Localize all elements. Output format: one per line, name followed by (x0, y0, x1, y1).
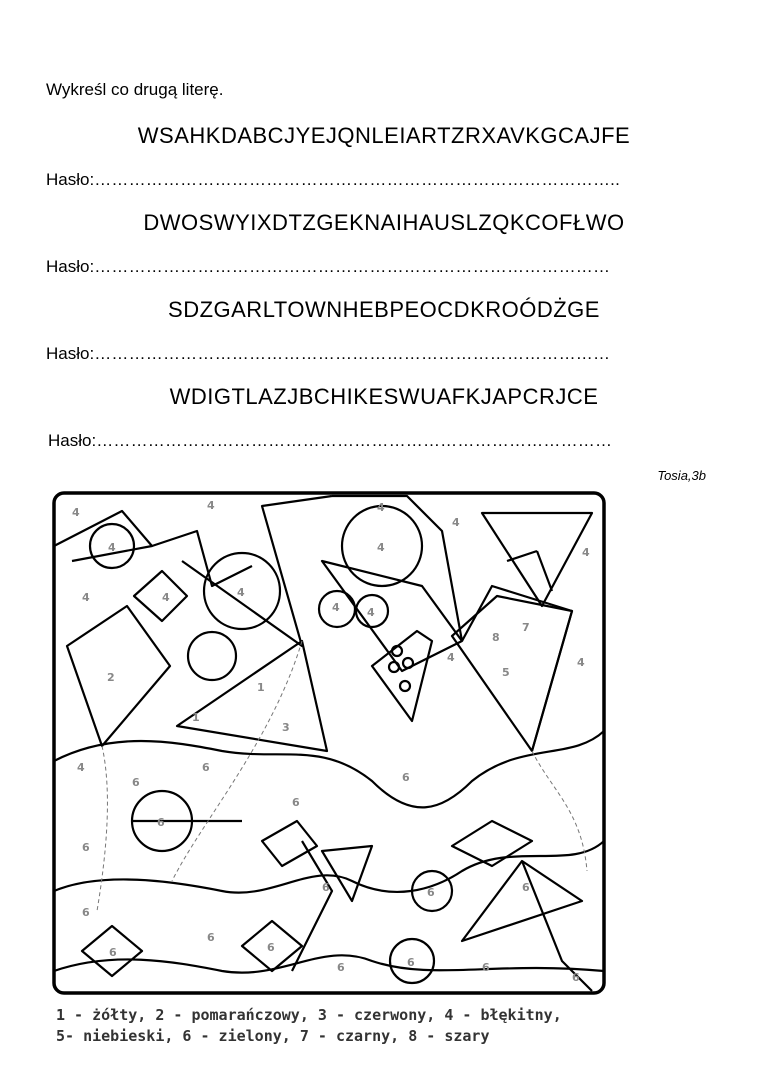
answer-dots: ……………………………………………………………………………… (94, 257, 611, 276)
circle-shape (400, 681, 410, 691)
author-signature: Tosia,3b (657, 468, 706, 483)
number-label: 6 (522, 881, 530, 894)
number-label: 6 (109, 946, 117, 959)
diamond-shape (262, 821, 317, 866)
answer-line-4 (48, 431, 612, 451)
number-label: 4 (72, 506, 80, 519)
shape (462, 861, 582, 941)
answer-dots: ……………………………………………………………………………… (96, 431, 613, 450)
shape (182, 496, 332, 646)
number-label: 4 (77, 761, 85, 774)
number-label: 4 (582, 546, 590, 559)
number-label: 6 (427, 886, 435, 899)
number-label: 6 (482, 961, 490, 974)
number-label: 6 (572, 971, 580, 984)
kite-shape (177, 641, 327, 751)
number-label: 4 (237, 586, 245, 599)
kite-tail (172, 641, 302, 881)
number-label: 6 (402, 771, 410, 784)
line (507, 551, 537, 561)
number-label: 6 (337, 961, 345, 974)
instruction-text: Wykreśl co drugą literę. (46, 80, 224, 99)
letter-puzzle-4: WDIGTLAZJBCHIKESWUAFKJAPCRJCE (169, 384, 599, 409)
circle-shape (389, 662, 399, 672)
circle-shape (403, 658, 413, 668)
kite-shape (67, 606, 170, 746)
color-legend-line-2: 5- niebieski, 6 - zielony, 7 - czarny, 8 - szary (56, 1027, 490, 1045)
kite-tail (97, 746, 107, 911)
shape (54, 511, 152, 561)
kite-shape (452, 596, 572, 751)
number-label: 4 (377, 501, 385, 514)
number-label: 1 (257, 681, 265, 694)
number-label: 3 (282, 721, 290, 734)
wave-line (54, 731, 604, 807)
number-label: 7 (522, 621, 530, 634)
kite-shape (372, 631, 432, 721)
number-label: 4 (332, 601, 340, 614)
answer-line-1 (46, 170, 620, 190)
number-label: 4 (447, 651, 455, 664)
shape (292, 841, 332, 971)
number-label: 4 (82, 591, 90, 604)
letter-puzzle-2: DWOSWYIXDTZGEKNAIHAUSLZQKCOFŁWO (143, 210, 625, 235)
number-label: 6 (82, 906, 90, 919)
diamond-shape (134, 571, 187, 621)
number-label: 1 (192, 711, 200, 724)
number-label: 4 (108, 541, 116, 554)
number-label: 6 (82, 841, 90, 854)
number-label: 4 (367, 606, 375, 619)
number-label: 2 (107, 671, 115, 684)
number-label: 6 (207, 931, 215, 944)
number-label: 6 (202, 761, 210, 774)
number-label: 8 (492, 631, 500, 644)
number-label: 6 (267, 941, 275, 954)
line (537, 551, 552, 591)
number-label: 6 (322, 881, 330, 894)
number-label: 5 (502, 666, 510, 679)
picture-frame (54, 493, 604, 993)
shape (152, 531, 252, 586)
answer-dots: ……………………………………………………………………………… (94, 344, 611, 363)
shape (522, 861, 592, 991)
number-label: 4 (207, 499, 215, 512)
letter-puzzle-3: SDZGARLTOWNHEBPEOCDKROÓDŻGE (168, 297, 600, 322)
answer-label: Hasło: (46, 257, 95, 276)
number-label: 4 (577, 656, 585, 669)
wave-line (54, 955, 604, 972)
color-legend-line-1: 1 - żółty, 2 - pomarańczowy, 3 - czerwony, 4 - błękitny, (56, 1006, 562, 1024)
outline-shapes (54, 493, 604, 993)
answer-label: Hasło: (48, 431, 97, 450)
number-label: 4 (452, 516, 460, 529)
answer-dots: ……………………………………………………………………………….. (94, 170, 621, 189)
number-label: 6 (132, 776, 140, 789)
letter-puzzle-1: WSAHKDABCJYEJQNLEIARTZRXAVKGCAJFE (137, 123, 631, 148)
kite-shape (482, 513, 592, 606)
circle-shape (188, 632, 236, 680)
number-label: 4 (377, 541, 385, 554)
answer-line-2 (46, 257, 610, 277)
number-label: 6 (292, 796, 300, 809)
answer-label: Hasło: (46, 170, 95, 189)
answer-line-3 (46, 344, 610, 364)
number-label: 4 (162, 591, 170, 604)
shape (322, 561, 462, 671)
coloring-picture (52, 491, 608, 998)
number-label: 6 (157, 816, 165, 829)
answer-label: Hasło: (46, 344, 95, 363)
number-label: 6 (407, 956, 415, 969)
